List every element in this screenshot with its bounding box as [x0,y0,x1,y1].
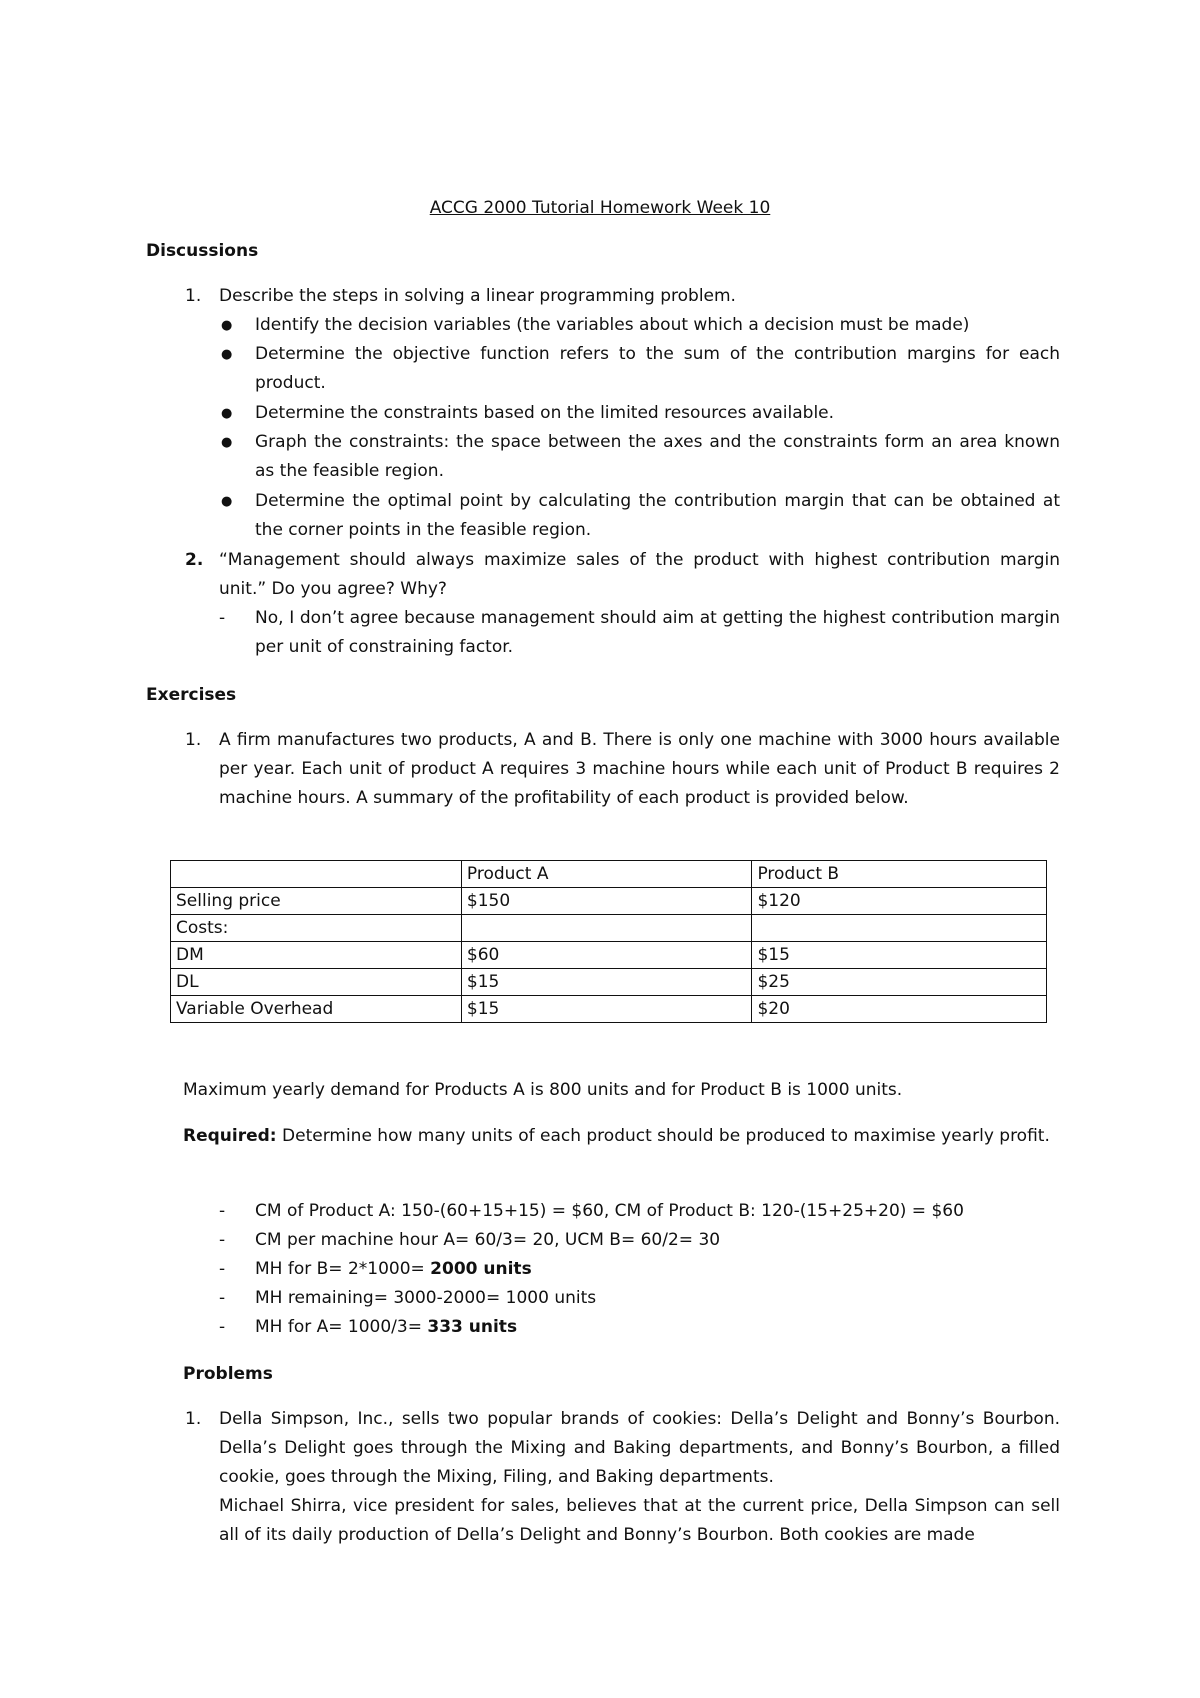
table-header-cell [171,861,462,888]
answer-line-3 [255,1255,532,1284]
discussion-1-text: Describe the steps in solving a linear programming problem. [219,286,736,306]
problems-heading: Problems [183,1364,273,1384]
exercises-heading: Exercises [146,685,237,705]
problem-1-number: 1. [185,1409,202,1429]
bullet-icon: ● [221,435,233,450]
discussion-2-answer: No, I don’t agree because management should aim at getting the highest contribution margin per unit of constraining factor. [255,608,1060,657]
dash-marker: - [219,1230,226,1250]
answer-line-3-bold: 2000 units [430,1259,532,1279]
table-cell [752,915,1047,942]
required-text: Determine how many units of each product should be produced to maximise yearly profit. [282,1126,1050,1146]
table-cell: $15 [461,969,752,996]
answer-line-1: CM of Product A: 150-(60+15+15) = $60, CM of Product B: 120-(15+25+20) = $60 [255,1201,964,1221]
table-cell: $15 [461,996,752,1023]
dash-marker: - [219,608,226,628]
page-title: ACCG 2000 Tutorial Homework Week 10 [429,198,771,218]
table-cell: Selling price [171,888,462,915]
table-row [171,888,1047,915]
table-cell: $120 [752,888,1047,915]
exercise-1-number: 1. [185,730,202,750]
problem-1-text-2: Michael Shirra, vice president for sales, believes that at the current price, Della Simpson can sell all of its daily production of Della’s Delight and Bonny’s Bourbon. Both cookies are made [219,1496,1060,1545]
table-cell: Costs: [171,915,462,942]
dash-marker: - [219,1317,226,1337]
dash-marker: - [219,1259,226,1279]
answer-line-5-bold: 333 units [427,1317,518,1337]
dash-marker: - [219,1201,226,1221]
table-cell: $20 [752,996,1047,1023]
bullet-icon: ● [221,318,233,333]
dash-marker: - [219,1288,226,1308]
table-row [171,915,1047,942]
table-cell: $25 [752,969,1047,996]
discussion-1-bullet-4: Graph the constraints: the space between the axes and the constraints form an area known as the feasible region. [255,432,1060,481]
answer-line-2: CM per machine hour A= 60/3= 20, UCM B= 60/2= 30 [255,1230,721,1250]
answer-line-3-text: MH for B= 2*1000= [255,1259,431,1279]
table-row [171,969,1047,996]
bullet-icon: ● [221,494,233,509]
discussions-heading: Discussions [146,241,259,261]
required-label: Required: [183,1126,277,1146]
table-cell: $150 [461,888,752,915]
discussion-1-bullet-3: Determine the constraints based on the limited resources available. [255,403,835,423]
problem-1-text-1: Della Simpson, Inc., sells two popular brands of cookies: Della’s Delight and Bonny’s Bourbon. Della’s Delight goes through the Mixing and Baking departments, and Bonny’s Bourbon, a filled cookie, goes through the Mixing, Filing, and Baking departments. [219,1409,1060,1487]
discussion-1-bullet-2: Determine the objective function refers to the sum of the contribution margins for each product. [255,344,1060,393]
table-cell: $15 [752,942,1047,969]
discussion-1-number: 1. [185,286,202,306]
required-paragraph [183,1122,1060,1151]
table-cell: DL [171,969,462,996]
answer-line-4: MH remaining= 3000-2000= 1000 units [255,1288,597,1308]
bullet-icon: ● [221,406,233,421]
exercise-1-text: A firm manufactures two products, A and B. There is only one machine with 3000 hours available per year. Each unit of product A requires 3 machine hours while each unit of Product B requires 2 machine hours. A summary of the profitability of each product is provided below. [219,730,1060,808]
answer-line-5-text: MH for A= 1000/3= [255,1317,428,1337]
profitability-table [170,860,1047,1023]
bullet-icon: ● [221,347,233,362]
demand-text: Maximum yearly demand for Products A is 800 units and for Product B is 1000 units. [183,1080,903,1100]
answer-line-5 [255,1313,517,1342]
table-header-cell: Product A [461,861,752,888]
table-header-cell: Product B [752,861,1047,888]
discussion-2-text: “Management should always maximize sales of the product with highest contribution margin unit.” Do you agree? Why? [219,550,1060,599]
table-cell [461,915,752,942]
table-row [171,996,1047,1023]
discussion-1-bullet-5: Determine the optimal point by calculating the contribution margin that can be obtained at the corner points in the feasible region. [255,491,1060,540]
table-row [171,942,1047,969]
table-cell: DM [171,942,462,969]
discussion-1-bullet-1: Identify the decision variables (the variables about which a decision must be made) [255,315,970,335]
table-header-row [171,861,1047,888]
discussion-2-number: 2. [185,550,204,570]
table-cell: $60 [461,942,752,969]
table-cell: Variable Overhead [171,996,462,1023]
